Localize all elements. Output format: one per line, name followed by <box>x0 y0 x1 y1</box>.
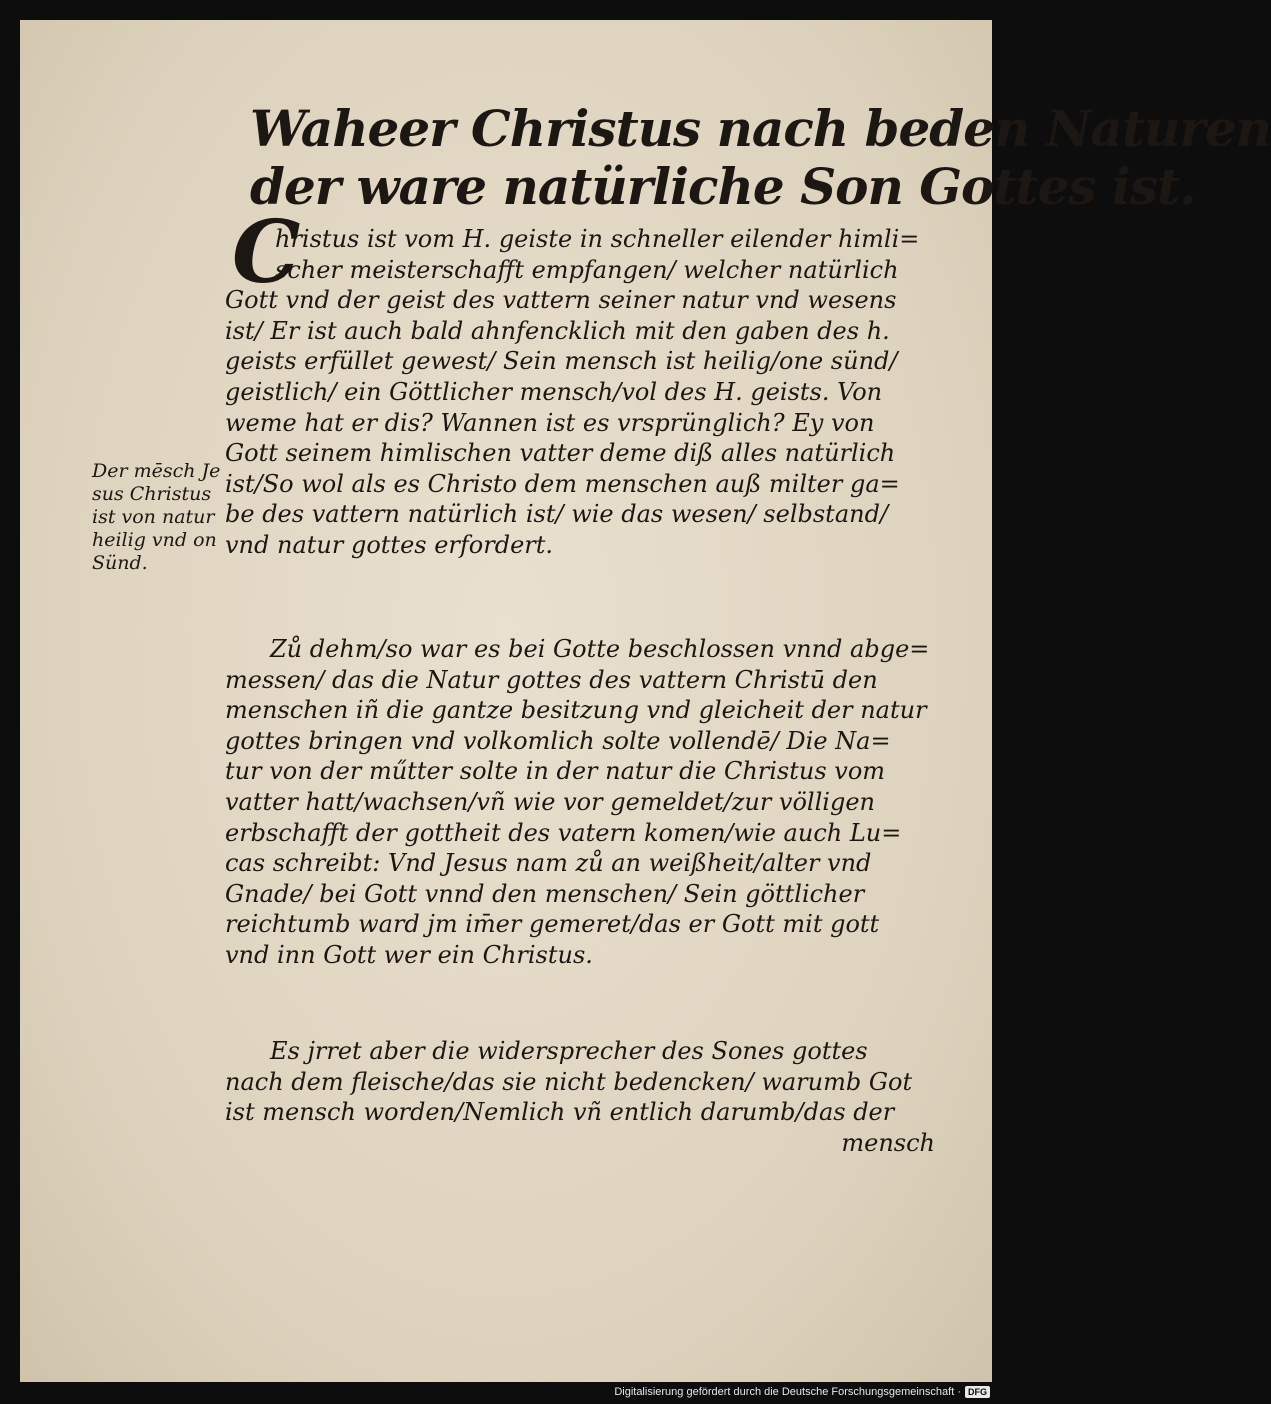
catchword: mensch <box>841 1128 935 1157</box>
margin-note-line: sus Christus <box>92 483 212 505</box>
text-line: messen/ das die Natur gottes des vattern Christū den <box>225 665 878 694</box>
title-line: Waheer Christus nach beden Naturen <box>250 99 1271 158</box>
text-line: be des vattern natürlich ist/ wie das wesen/ selbstand/ <box>225 500 889 529</box>
margin-note-line: ist von natur <box>92 506 215 528</box>
text-line: scher meisterschafft empfangen/ welcher natürlich <box>275 255 899 284</box>
margin-note <box>92 460 237 575</box>
text-line: ist mensch worden/Nemlich vñ entlich darumb/das der <box>225 1098 895 1127</box>
text-line: Es jrret aber die widersprecher des Sones gottes <box>270 1037 868 1065</box>
text-line: ist/ Er ist auch bald ahnfencklich mit den gaben des h. <box>225 316 890 345</box>
text-line: hristus ist vom H. geiste in schneller eilender himli= <box>275 225 920 253</box>
text-line: Zů dehm/so war es bei Gotte beschlossen vnnd abge= <box>270 635 930 663</box>
margin-note-line: heilig vnd on <box>92 529 217 551</box>
dfg-logo: DFG <box>965 1386 990 1398</box>
text-line: Gott seinem himlischen vatter deme diß alles natürlich <box>225 439 896 468</box>
text-line: nach dem fleische/das sie nicht bedencken/ warumb Got <box>225 1067 913 1096</box>
drop-capital: C <box>232 202 301 303</box>
text-line: menschen iñ die gantze besitzung vnd gleicheit der natur <box>225 696 927 725</box>
paragraph-2 <box>225 634 965 971</box>
text-line: geists erfüllet gewest/ Sein mensch ist heilig/one sünd/ <box>225 347 898 376</box>
text-line: weme hat er dis? Wannen ist es vrsprünglich? Ey von <box>225 408 875 437</box>
title-line: der ware natürliche Son Gottes ist. <box>250 157 1196 216</box>
paragraph-1 <box>225 224 965 561</box>
margin-note-line: Der mēsch Je <box>92 460 221 482</box>
paragraph-3 <box>225 1036 965 1158</box>
text-line: vnd natur gottes erfordert. <box>225 530 554 559</box>
footer-credit <box>614 1386 990 1398</box>
text-line: reichtumb ward jm im̄er gemeret/das er Gott mit gott <box>225 910 880 939</box>
text-line: Gott vnd der geist des vattern seiner natur vnd wesens <box>225 286 897 315</box>
text-line: gottes bringen vnd volkomlich solte vollendē/ Die Na= <box>225 726 891 755</box>
text-line: ist/So wol als es Christo dem menschen auß milter ga= <box>225 469 900 498</box>
text-line: geistlich/ ein Göttlicher mensch/vol des H. geists. Von <box>225 377 883 406</box>
text-line: Gnade/ bei Gott vnnd den menschen/ Sein göttlicher <box>225 879 865 908</box>
text-line: vatter hatt/wachsen/vñ wie vor gemeldet/zur völligen <box>225 787 875 816</box>
text-line: erbschafft der gottheit des vatern komen/wie auch Lu= <box>225 818 902 847</box>
text-line: vnd inn Gott wer ein Christus. <box>225 940 593 969</box>
footer-text: Digitalisierung gefördert durch die Deutsche Forschungsgemeinschaft · <box>614 1386 961 1398</box>
text-line: cas schreibt: Vnd Jesus nam zů an weißheit/alter vnd <box>225 849 872 878</box>
margin-note-line: Sünd. <box>92 552 148 574</box>
page-title <box>250 99 1271 216</box>
text-line: tur von der műtter solte in der natur die Christus vom <box>225 757 886 786</box>
